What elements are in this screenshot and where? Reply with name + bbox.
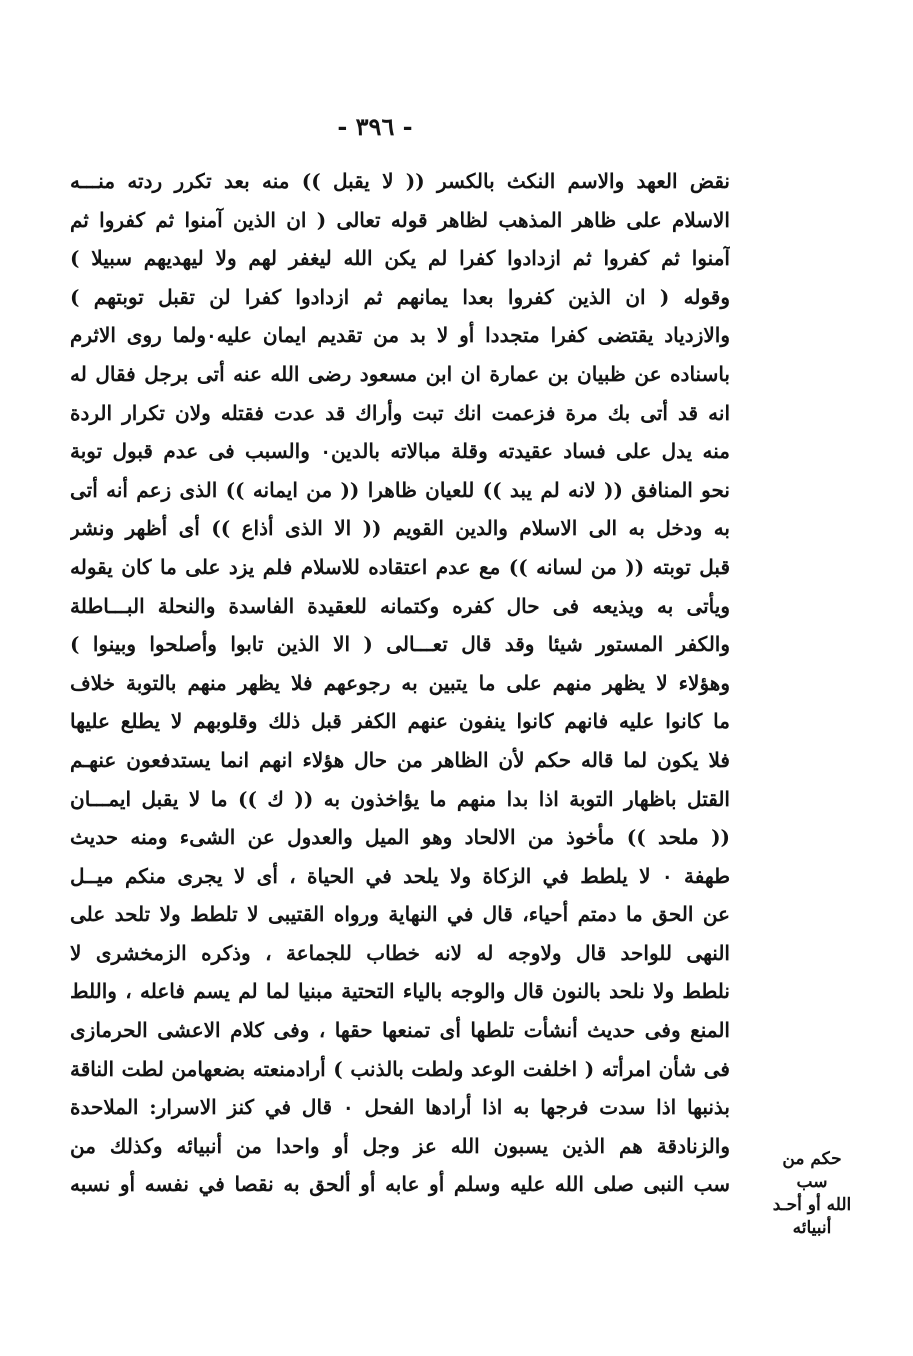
text-line: قبل توبته (( من لسانه )) مع عدم اعتقاده للاسلام فلم يزد على ما كان يقوله <box>70 554 730 579</box>
text-line: باسناده عن ظبيان بن عمارة ان ابن مسعود رضى الله عنه أتى برجل فقال له <box>70 361 730 386</box>
page-number: - ٣٩٦ - <box>337 112 413 141</box>
text-line: النهى للواحد قال ولاوجه له لانه خطاب للجماعة ، وذكره الزمخشرى لا <box>70 940 730 965</box>
text-line: نحو المنافق (( لانه لم يبد )) للعيان ظاهرا (( من ايمانه )) الذى زعم أنه أتى <box>70 477 730 502</box>
text-line: والزنادقة هم الذين يسبون الله عز وجل أو واحدا من أنبيائه وكذلك من <box>70 1133 730 1158</box>
text-line: آمنوا ثم كفروا ثم ازدادوا كفرا لم يكن الله ليغفر لهم ولا ليهديهم سبيلا ) <box>70 246 730 271</box>
text-line: وهؤلاء لا يظهر منهم على ما يتبين به رجوعهم فلا يظهر منهم بالتوبة خلاف <box>70 670 730 695</box>
text-line: سب النبى صلى الله عليه وسلم أو عابه أو ألحق به نقصا في نفسه أو نسبه <box>70 1172 730 1197</box>
text-line: به ودخل به الى الاسلام والدين القويم (( الا الذى أذاع )) أى أظهر ونشر <box>70 516 730 541</box>
margin-note <box>772 1148 852 1240</box>
margin-note-line: الله أو أحـد <box>772 1195 852 1215</box>
body-text <box>70 162 730 1204</box>
text-line: بذنبها اذا سدت فرجها به اذا أرادها الفحل ٠ قال في كنز الاسرار: الملاحدة <box>70 1095 730 1120</box>
text-line: منه يدل على فساد عقيدته وقلة مبالاته بالدين٠ والسبب فى عدم قبول توبة <box>70 439 730 464</box>
text-line: والازدياد يقتضى كفرا متجددا أو لا بد من تقديم ايمان عليه٠ولما روى الاثرم <box>70 323 730 348</box>
text-line: فى شأن امرأته ( اخلفت الوعد ولطت بالذنب ) أرادمنعته بضعهامن لطت الناقة <box>70 1056 730 1081</box>
text-line: القتل باظهار التوبة اذا بدا منهم ما يؤاخذون به (( ك )) ما لا يقبل ايمـــان <box>70 786 730 811</box>
text-line: فلا يكون لما قاله حكم لأن الظاهر من حال هؤلاء انهم انما يستدفعون عنهـم <box>70 747 730 772</box>
text-line: (( ملحد )) مأخوذ من الالحاد وهو الميل والعدول عن الشىء ومنه حديث <box>70 825 730 850</box>
text-line: نقض العهد والاسم النكث بالكسر (( لا يقبل )) منه بعد تكرر ردته منـــه <box>70 169 730 193</box>
text-line: المنع وفى حديث أنشأت تلطها أى تمنعها حقها ، وفى كلام الاعشى الحرمازى <box>70 1018 730 1043</box>
text-line: وقوله ( ان الذين كفروا بعدا يمانهم ثم ازدادوا كفرا لن تقبل توبتهم ) <box>70 284 730 309</box>
text-line: طهفة ٠ لا يلطط في الزكاة ولا يلحد في الحياة ، أى لا يجرى منكم ميــل <box>70 863 730 888</box>
margin-note-line: حكم من سب <box>782 1149 842 1192</box>
text-line: ما كانوا عليه فانهم كانوا ينفون عنهم الكفر قبل ذلك وقلوبهم لا يطلع عليها <box>70 709 730 734</box>
text-line: عن الحق ما دمتم أحياء، قال في النهاية ورواه القتيبى لا تلطط ولا تلحد على <box>70 902 730 927</box>
text-line: الاسلام على ظاهر المذهب لظاهر قوله تعالى ( ان الذين آمنوا ثم كفروا ثم <box>70 207 730 232</box>
margin-note-line: أنبيائه <box>792 1218 832 1238</box>
text-line: انه قد أتى بك مرة فزعمت انك تبت وأراك قد عدت فقتله ولان تكرار الردة <box>70 400 730 425</box>
text-line: ويأتى به ويذيعه فى حال كفره وكتمانه للعقيدة الفاسدة والنحلة البـــاطلة <box>70 593 730 618</box>
text-line: والكفر المستور شيئا وقد قال تعـــالى ( الا الذين تابوا وأصلحوا وبينوا ) <box>70 632 730 657</box>
text-line: نلطط ولا نلحد بالنون قال والوجه بالياء التحتية مبنيا لما لم يسم فاعله ، واللط <box>70 979 730 1004</box>
